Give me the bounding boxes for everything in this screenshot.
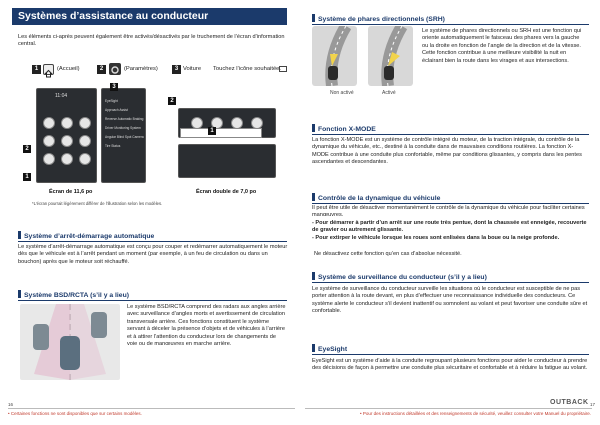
app-icon (43, 135, 55, 147)
app-icon (79, 153, 91, 165)
section-marker (312, 272, 315, 280)
srh-on-illustration (368, 26, 413, 86)
step-3-label: Voiture (183, 66, 202, 72)
footer-note: • Pour des instructions détaillées et des renseignements de sécurité, veuillez consulter votre Manuel du propriétaire. (360, 411, 591, 416)
section-title-eyesight (312, 344, 589, 355)
bsd-illustration (20, 304, 120, 380)
caption-7-0: Écran double de 7,0 po (196, 189, 257, 195)
section-title-bsd (18, 290, 287, 301)
app-icon (43, 117, 55, 129)
section-marker (312, 124, 315, 132)
app-icon (79, 135, 91, 147)
callout-1: 1 (208, 127, 216, 135)
vdc-intro: Il peut être utile de désactiver momentanément le contrôle de la dynamique du véhicule pour faciliter certaines manœuvres. (312, 205, 585, 219)
section-title-text: Système de surveillance du conducteur (s’il y a lieu) (318, 274, 487, 281)
section-title-start-stop (18, 231, 287, 242)
page-title: Systèmes d’assistance au conducteur (12, 8, 287, 25)
screen-11-6-menu (101, 88, 146, 183)
screen-11-6 (36, 88, 97, 183)
brand-logo: OUTBACK (550, 399, 589, 406)
section-marker (312, 14, 315, 22)
page-number: 16 (8, 402, 14, 407)
start-stop-text: Le système d’arrêt-démarrage automatique est conçu pour couper et redémarrer automatiquement le moteur dès que le véhicule est à l’arrêt pendant un moment (par exemple, à un feu de circulation ou dans un bouchon) après que le moteur soit réchauffé. (18, 244, 288, 265)
section-title-xmode (312, 124, 589, 135)
app-icon (79, 117, 91, 129)
srh-text: Le système de phares directionnels ou SRH est une fonction qui oriente automatiquement le faisceau des phares vers la gauche ou la droite en fonction de l’angle de la direction et de la vitesse. Cette fonction contribue à une meilleure visibilité la nuit en éclairant bien la route dans les virages et aux intersections. (422, 28, 582, 64)
home-icon (43, 64, 54, 75)
callout-2: 2 (168, 97, 176, 105)
menu-item: Angular Blind Spot Camera (105, 135, 144, 139)
bsd-text: Le système BSD/RCTA comprend des radars aux angles arrière avec surveillance d’angles morts et avertissement de circulation transversale arrière. Ces fonctions constituent le système servant à déceler la présence d’objets et de véhicules à l’arrière et à attirer l’attention du conducteur lors de changements de voie ou de manœuvres en marche arrière. (127, 304, 286, 348)
app-icon (61, 153, 73, 165)
screen-note: *L’écran pourrait légèrement différer de l’illustration selon les modèles. (32, 201, 163, 206)
footer-note: • Certaines fonctions ne sont disponibles que sur certains modèles. (8, 411, 142, 416)
section-title-text: Fonction X-MODE (318, 126, 376, 133)
app-icon (43, 153, 55, 165)
section-marker (312, 193, 315, 201)
step-1-number: 1 (32, 65, 41, 74)
screen-7-bottom (178, 144, 276, 178)
step-2-number: 2 (97, 65, 106, 74)
vdc-bullet-2: - Pour extirper le véhicule lorsque les roues sont enlisées dans la boue ou la neige profonde. (312, 235, 560, 241)
section-title-text: Système de phares directionnels (SRH) (318, 16, 445, 23)
step-2-label: (Paramètres) (124, 66, 158, 72)
footer-divider (305, 408, 592, 409)
menu-item: Tire Status (105, 144, 121, 148)
step-3-number: 3 (172, 65, 181, 74)
callout-3: 3 (110, 83, 118, 91)
section-title-text: Système d’arrêt-démarrage automatique (24, 233, 155, 240)
srh-label-off: Non activé (330, 90, 354, 96)
xmode-text: La fonction X-MODE est un système de contrôle intégré du moteur, de la traction intégrale, du contrôle de la dynamique du véhicule, etc., destiné à la conduite dans de mauvaises conditions routières. La fonction X-MODE contribue à une conduite plus confortable, même par conditions glissantes, y compris dans les pentes ascendantes et descendantes. (312, 137, 582, 166)
section-title-text: Contrôle de la dynamique du véhicule (318, 195, 441, 202)
page-number: 17 (590, 402, 596, 407)
menu-popup (180, 128, 262, 138)
intro-text: Les éléments ci-après peuvent également être activés/désactivés par le truchement de l’écran d’information central. (18, 34, 285, 48)
menu-item: EyeSight (105, 99, 118, 103)
section-marker (18, 290, 21, 298)
app-icon (61, 135, 73, 147)
menu-item: Reverse Automatic Braking (105, 117, 144, 121)
vdc-note: Ne désactivez cette fonction qu’en cas d’absolue nécessité. (314, 251, 462, 257)
step-4-label: Touchez l’icône souhaitée. (213, 66, 281, 72)
dms-text: Le système de surveillance du conducteur surveille les situations où le conducteur est susceptible de ne pas porter attention à la route devant, en plus d’effectuer une reconnaissance individuelle des conducteurs. Ce système alerte le conducteur s’il devient inattentif ou somnolent au volant et peut favoriser une conduite sûre et confortable. (312, 286, 588, 315)
small-icon (279, 66, 287, 72)
section-marker (312, 344, 315, 352)
section-title-text: Système BSD/RCTA (s’il y a lieu) (24, 292, 130, 299)
app-icon (61, 117, 73, 129)
menu-item: Driver Monitoring System (105, 126, 141, 130)
section-marker (18, 231, 21, 239)
right-page (300, 0, 600, 425)
menu-list (105, 97, 144, 151)
settings-icon (109, 63, 121, 75)
srh-off-illustration (312, 26, 357, 86)
caption-11-6: Écran de 11,6 po (49, 189, 93, 195)
vdc-bullet-1: - Pour démarrer à partir d’un arrêt sur une route très pentue, dont la chaussée est enneigée, recouverte de gravier ou autrement glissante. (312, 220, 587, 234)
footer-divider (8, 408, 295, 409)
screen-time: 11:04 (55, 93, 68, 99)
section-title-dms (312, 272, 589, 283)
callout-1: 1 (23, 173, 31, 181)
menu-item: Approach Assist (105, 108, 128, 112)
section-title-text: EyeSight (318, 346, 348, 353)
callout-2: 2 (23, 145, 31, 153)
srh-label-on: Activé (382, 90, 396, 96)
section-title-vdc (312, 193, 589, 204)
step-1-label: (Accueil) (57, 66, 80, 72)
section-title-srh (312, 14, 589, 25)
eyesight-text: EyeSight est un système d’aide à la conduite regroupant plusieurs fonctions pour aider le conducteur à prendre des décisions de façon à permettre une conduite plus sécuritaire et confortable et à réduire la fatigue au volant. (312, 358, 588, 372)
